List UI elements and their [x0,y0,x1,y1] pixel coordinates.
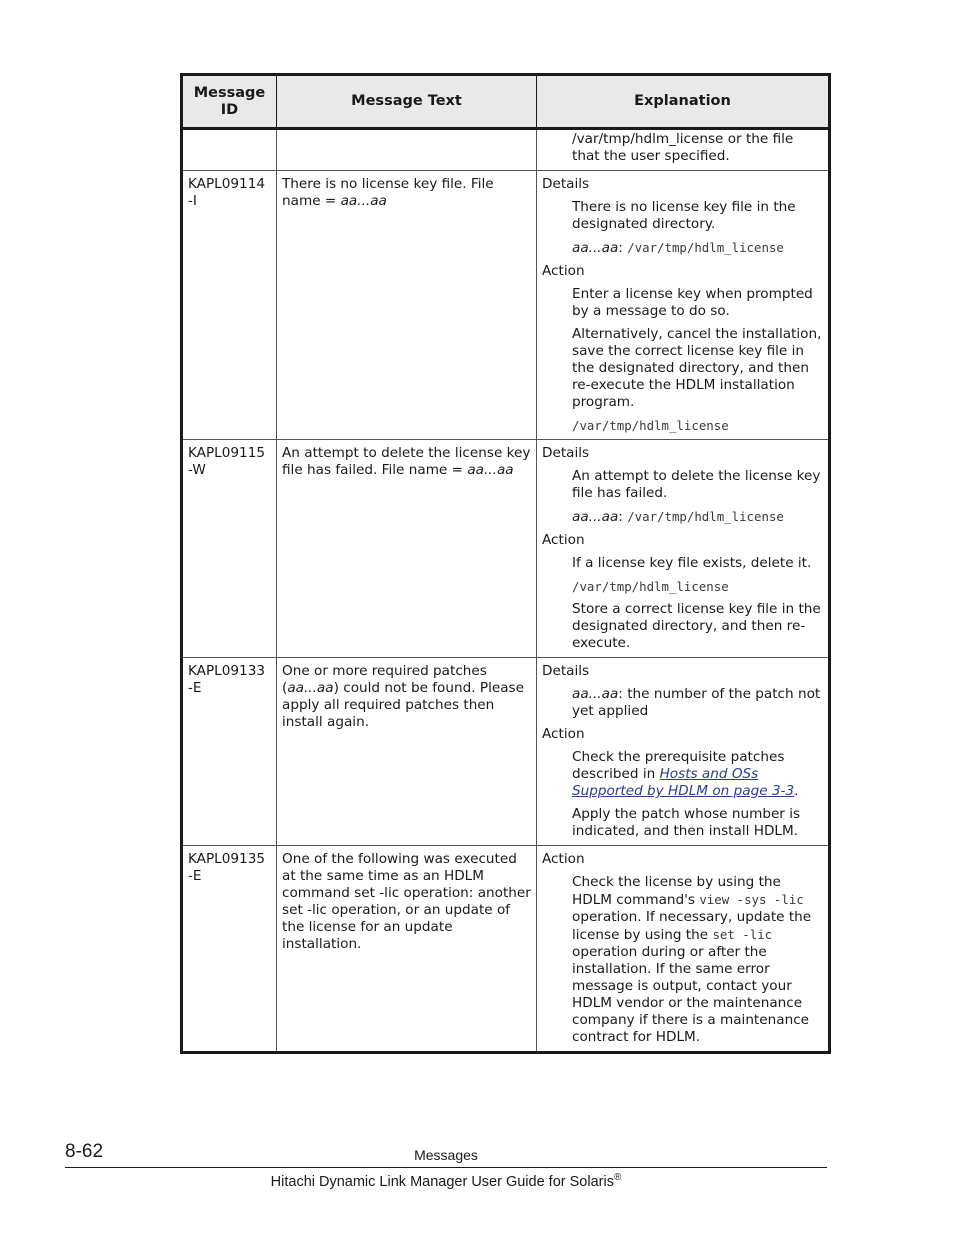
action-text: Store a correct license key file in the designated directory, and then re-execute. [572,601,821,651]
action-text: Apply the patch whose number is indicated, and then install HDLM. [572,806,801,839]
message-id-cell: KAPL09115 -W [182,440,277,658]
action-text: Check the license by using the HDLM command's view -sys -lic operation. If necessary, update the license by using the set -lic operation during or after the installation. If the same error message is output, contact your HDLM vendor or the maintenance company if there is a maintenance contract for HDLM. [572,874,812,1045]
variable-definition: aa...aa: /var/tmp/hdlm_license [572,509,784,525]
document-title: Hitachi Dynamic Link Manager User Guide for Solaris® [270,1172,622,1190]
message-text-cell: One of the following was executed at the same time as an HDLM command set -lic operation: another set -lic operation, or an update of the license for an update installation. [277,846,537,1053]
action-path: /var/tmp/hdlm_license [572,418,729,433]
header-explanation: Explanation [537,75,830,129]
page-number: 8-62 [65,1141,104,1162]
message-text-cell: One or more required patches (aa...aa) could not be found. Please apply all required patches then install again. [277,658,537,846]
messages-table [180,73,831,1054]
header-message-id: Message ID [182,75,277,129]
explanation-cell [537,658,830,846]
header-message-text: Message Text [277,75,537,129]
explanation-cell [537,171,830,440]
action-text: Enter a license key when prompted by a message to do so. [572,286,813,319]
action-text: If a license key file exists, delete it. [572,555,812,571]
message-text-cell: There is no license key file. File name = aa...aa [277,171,537,440]
table-row [182,658,830,846]
table-header-row [182,75,830,129]
table-row [182,440,830,658]
registered-mark: ® [613,1172,622,1183]
table-row [182,171,830,440]
table-row [182,846,830,1053]
details-label: Details [542,176,590,192]
details-label: Details [542,663,590,679]
message-id-cell: KAPL09133 -E [182,658,277,846]
action-label: Action [542,263,585,279]
action-text: Check the prerequisite patches described in Hosts and OSs Supported by HDLM on page 3-3. [572,749,799,799]
action-label: Action [542,532,585,548]
section-name: Messages [414,1147,478,1163]
message-id-cell [182,129,277,171]
action-path: /var/tmp/hdlm_license [572,579,729,594]
details-text: There is no license key file in the designated directory. [572,199,796,232]
explanation-cell [537,440,830,658]
message-id-cell: KAPL09135 -E [182,846,277,1053]
explanation-cell [537,129,830,171]
details-text: An attempt to delete the license key file has failed. [572,468,821,501]
action-label: Action [542,726,585,742]
variable-definition: aa...aa: /var/tmp/hdlm_license [572,240,784,256]
set-lic-code: set -lic [712,927,773,942]
hosts-and-oss-link[interactable]: Hosts and OSs Supported by HDLM on page 3-3 [572,766,795,799]
action-label: Action [542,851,585,867]
continued-explanation: /var/tmp/hdlm_license or the file that the user specified. [572,131,794,164]
message-id-cell: KAPL09114 -I [182,171,277,440]
variable-definition: aa...aa: the number of the patch not yet applied [572,686,821,719]
message-text-cell: An attempt to delete the license key file has failed. File name = aa...aa [277,440,537,658]
explanation-cell [537,846,830,1053]
action-text: Alternatively, cancel the installation, save the correct license key file in the designated directory, and then re-execute the HDLM installation program. [572,326,822,410]
table-row [182,129,830,171]
footer-divider [65,1167,827,1168]
message-text-cell [277,129,537,171]
view-sys-lic-code: view -sys -lic [699,892,804,907]
details-label: Details [542,445,590,461]
